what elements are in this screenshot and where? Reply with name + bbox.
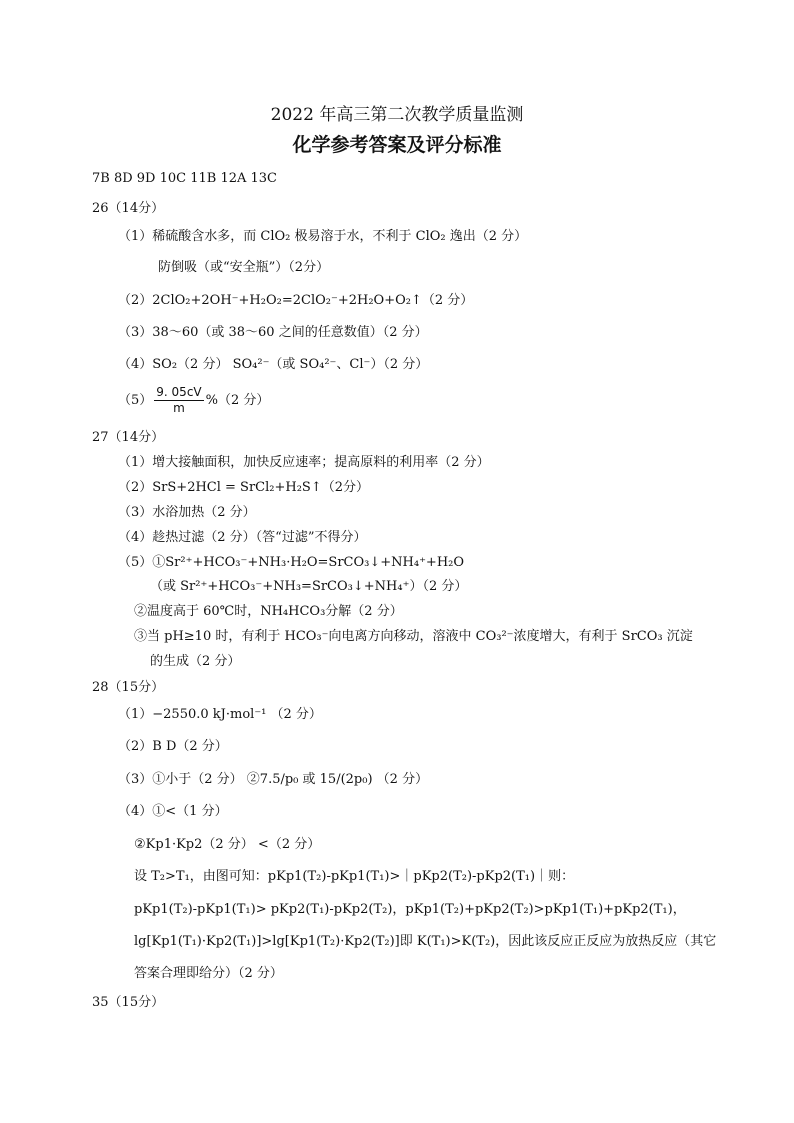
q26-answer-3: （3）38～60（或 38～60 之间的任意数值）（2 分） xyxy=(118,325,428,340)
q35-heading: 35（15分） xyxy=(92,995,165,1010)
q28-answer-2: （2）B D（2 分） xyxy=(118,739,228,754)
q28-answer-4b: ②Kp1·Kp2（2 分） <（2 分） xyxy=(134,837,321,852)
q27-answer-4: （4）趁热过滤（2 分）（答“过滤”不得分） xyxy=(118,530,367,545)
q26-answer-1: （1）稀硫酸含水多，而 ClO₂ 极易溶于水，不利于 ClO₂ 逸出（2 分） xyxy=(118,229,528,244)
q28-answer-4d: pKp1(T₂)-pKp1(T₁)> pKp2(T₁)-pKp2(T₂)，pKp1(T₂)+pKp2(T₂)>pKp1(T₁)+pKp2(T₁)， xyxy=(134,902,686,917)
q26-answer-4: （4）SO₂（2 分） SO₄²⁻（或 SO₄²⁻、Cl⁻）（2 分） xyxy=(118,357,429,372)
q27-answer-5d: ③当 pH≥10 时，有利于 HCO₃⁻向电离方向移动，溶液中 CO₃²⁻浓度增大，有利于 SrCO₃ 沉淀 xyxy=(134,629,693,644)
choice-answers: 7B 8D 9D 10C 11B 12A 13C xyxy=(92,171,278,186)
q27-heading: 27（14分） xyxy=(92,430,165,445)
q27-answer-2: （2）SrS+2HCl = SrCl₂+H₂S↑（2分） xyxy=(118,480,370,495)
q27-answer-5e: 的生成（2 分） xyxy=(150,654,241,669)
q28-answer-1: （1）−2550.0 kJ·mol⁻¹ （2 分） xyxy=(118,707,322,722)
q28-answer-4e: lg[Kp1(T₁)·Kp2(T₁)]>lg[Kp1(T₂)·Kp2(T₂)]即 K(T₁)>K(T₂)，因此该反应正反应为放热反应（其它 xyxy=(134,934,717,949)
q26-answer-2: （2）2ClO₂+2OH⁻+H₂O₂=2ClO₂⁻+2H₂O+O₂↑（2 分） xyxy=(118,293,474,308)
fraction-denominator: m xyxy=(173,401,185,415)
q28-heading: 28（15分） xyxy=(92,680,165,695)
q27-answer-1: （1）增大接触面积，加快反应速率；提高原料的利用率（2 分） xyxy=(118,455,490,470)
q26-heading: 26（14分） xyxy=(92,201,165,216)
q28-answer-4c: 设 T₂>T₁，由图可知：pKp1(T₂)-pKp1(T₁)>｜pKp2(T₂)-pKp2(T₁)｜则： xyxy=(134,869,575,884)
q26-answer-5 xyxy=(118,385,269,416)
q28-answer-4: （4）①<（1 分） xyxy=(118,804,228,819)
fraction xyxy=(154,385,203,416)
q28-answer-3: （3）①小于（2 分） ②7.5/p₀ 或 15/(2p₀) （2 分） xyxy=(118,772,429,787)
q28-answer-4f: 答案合理即给分）（2 分） xyxy=(134,966,283,981)
q27-answer-5c: ②温度高于 60℃时，NH₄HCO₃分解（2 分） xyxy=(134,604,403,619)
q27-answer-5b: （或 Sr²⁺+HCO₃⁻+NH₃=SrCO₃↓+NH₄⁺）（2 分） xyxy=(150,579,468,594)
q26-answer-1b: 防倒吸（或“安全瓶”）（2分） xyxy=(158,260,330,275)
q26-answer-5-label: （5） xyxy=(118,393,153,408)
q26-answer-5-tail: %（2 分） xyxy=(205,393,270,408)
exam-title: 2022 年高三第二次教学质量监测 xyxy=(270,105,524,125)
answer-key-subtitle: 化学参考答案及评分标准 xyxy=(292,134,502,156)
fraction-numerator: 9. 05cV xyxy=(156,385,202,399)
q27-answer-5: （5）①Sr²⁺+HCO₃⁻+NH₃·H₂O=SrCO₃↓+NH₄⁺+H₂O xyxy=(118,555,465,570)
q27-answer-3: （3）水浴加热（2 分） xyxy=(118,505,256,520)
